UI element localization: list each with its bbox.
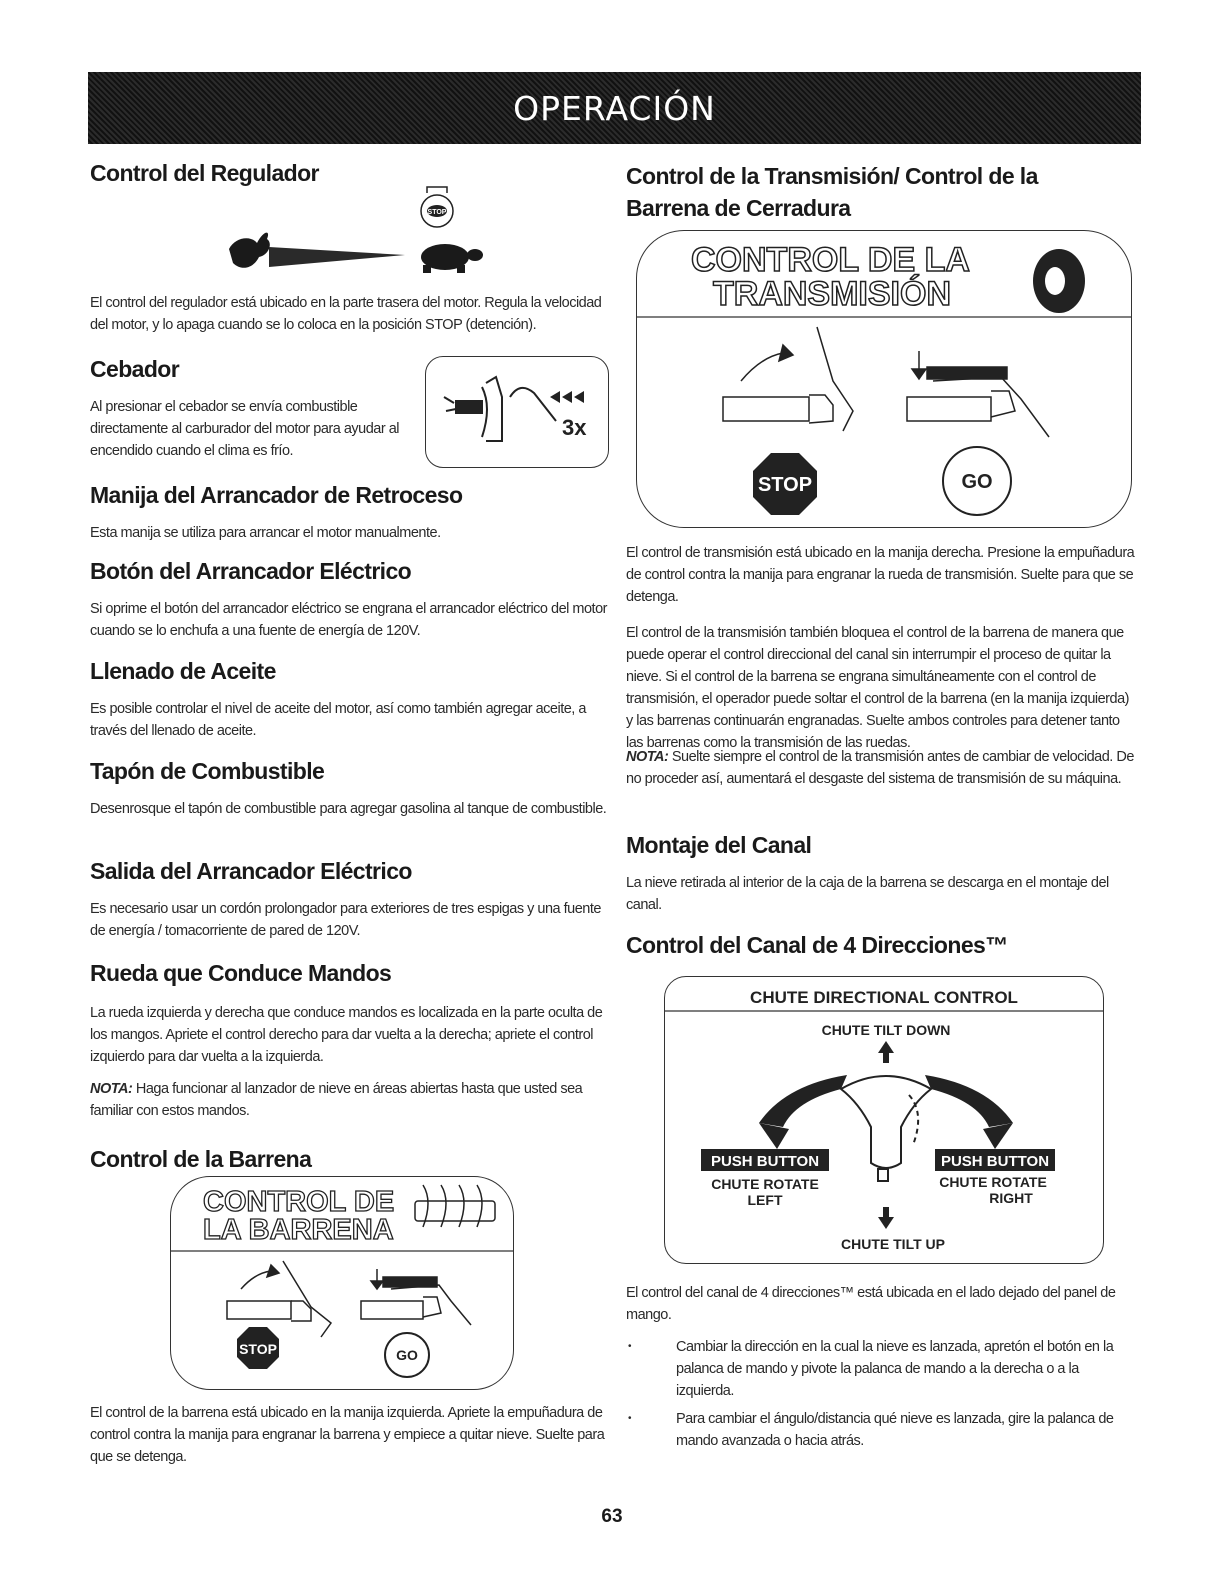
push-button-right <box>935 1149 1055 1171</box>
engage-handle-icon <box>723 327 853 431</box>
primer-diagram <box>425 356 609 468</box>
text-transmision-2: El control de la transmisión también bloquea el control de la barrena de manera que puede operar el control direccional del canal sin interrumpir el proceso de quitar la nieve. Si el control de la barrena se engrana simultáneamente con el control de transmisión, el operador puede soltar el control de la barrena (en la manija izquierda) y las barrenas continuarán engranadas. Suelte ambos controles para detener tanto las barrenas como la transmisión de las ruedas. <box>626 625 1129 751</box>
auger-title-line2: LA BARRENA <box>203 1214 394 1246</box>
page-number: 63 <box>601 1506 623 1527</box>
note-label: NOTA: <box>626 749 669 765</box>
text-boton: Si oprime el botón del arrancador eléctrico se engrana el arrancador eléctrico del motor cuando se lo enchufa a una fuente de energía de 120V. <box>90 601 607 639</box>
stop-sign-icon <box>237 1327 279 1369</box>
heading-manija: Manija del Arrancador de Retroceso <box>90 482 463 508</box>
heading-salida: Salida del Arrancador Eléctrico <box>90 858 412 884</box>
drive-control-diagram <box>636 230 1132 528</box>
text-manija: Esta manija se utiliza para arrancar el motor manualmente. <box>90 525 441 541</box>
svg-text:GO: GO <box>961 471 993 493</box>
section-banner <box>88 72 1141 144</box>
release-handle-icon <box>907 351 1049 437</box>
speed-wedge <box>269 247 405 267</box>
rotate-left-label-1: CHUTE ROTATE <box>711 1176 819 1192</box>
note-transmision <box>626 746 1136 790</box>
release-handle-icon <box>361 1269 471 1325</box>
svg-text:STOP: STOP <box>757 474 813 496</box>
list-item: • Para cambiar el ángulo/distancia qué nieve es lanzada, gire la palanca de mando avanzada o hacia atrás. <box>626 1408 1136 1452</box>
svg-text:PUSH BUTTON: PUSH BUTTON <box>940 1153 1050 1170</box>
text-transmision-1: El control de transmisión está ubicado en la manija derecha. Presione la empuñadura de control contra la manija para engranar la rueda de transmisión. Suelte para que se detenga. <box>626 545 1135 605</box>
drive-title-line1: CONTROL DE LA <box>691 241 970 279</box>
drive-title-line2: TRANSMISIÓN <box>713 275 951 313</box>
heading-boton: Botón del Arrancador Eléctrico <box>90 558 412 584</box>
stop-sign-icon <box>753 453 817 515</box>
turtle-icon <box>421 244 483 273</box>
rotate-right-label-2: RIGHT <box>989 1190 1033 1206</box>
wheel-icon <box>1033 249 1085 313</box>
heading-canal4: Control del Canal de 4 Direcciones™ <box>626 932 1008 958</box>
primer-bulb-icon <box>444 377 556 441</box>
text-barrena: El control de la barrena está ubicado en la manija izquierda. Apriete la empuñadura de control contra la manija para engranar la barrena y empiece a quitar nieve. Suelte para que se detenga. <box>90 1405 605 1465</box>
heading-regulador: Control del Regulador <box>90 160 319 186</box>
arrow-down-icon <box>878 1207 894 1229</box>
note-rueda <box>90 1078 610 1122</box>
text-regulador: El control del regulador está ubicado en la parte trasera del motor. Regula la velocidad del motor, y lo apaga cuando se lo coloca en la posición STOP (detención). <box>90 295 602 333</box>
heading-barrena: Control de la Barrena <box>90 1146 312 1172</box>
heading-cebador: Cebador <box>90 356 180 382</box>
section-title: OPERACIÓN <box>513 88 716 128</box>
svg-text:STOP: STOP <box>427 209 447 216</box>
svg-text:STOP: STOP <box>239 1341 277 1357</box>
note-text: Suelte siempre el control de la transmisión antes de cambiar de velocidad. De no proceder así, aumentará el desgaste del sistema de transmisión de su máquina. <box>626 749 1134 787</box>
arrow-up-icon <box>878 1041 894 1063</box>
text-rueda: La rueda izquierda y derecha que conduce mandos es localizada en la parte oculta de los mangos. Apriete el control derecho para dar vuelta a la derecha; apriete el control izquierdo para dar vuelta a la izquierda. <box>90 1005 603 1065</box>
list-item: • Cambiar la dirección en la cual la nieve es lanzada, apretón el botón en la palanca de mando y pivote la palanca de mando a la derecha o a la izquierda. <box>626 1336 1136 1402</box>
auger-title-line1: CONTROL DE <box>203 1186 395 1218</box>
push-button-left <box>701 1149 829 1171</box>
auger-control-diagram <box>170 1176 514 1390</box>
heading-transmision: Control de la Transmisión/ Control de la Barrena de Cerradura <box>626 163 1038 221</box>
heading-aceite: Llenado de Aceite <box>90 658 276 684</box>
primer-count: 3x <box>562 415 587 440</box>
heading-rueda: Rueda que Conduce Mandos <box>90 960 392 986</box>
svg-text:GO: GO <box>396 1347 418 1363</box>
tilt-down-label: CHUTE TILT DOWN <box>821 1022 951 1038</box>
throttle-diagram <box>225 183 485 283</box>
note-label: NOTA: <box>90 1081 133 1097</box>
auger-icon <box>415 1185 495 1227</box>
text-canal4: El control del canal de 4 direcciones™ está ubicada en el lado dejado del panel de mango. <box>626 1285 1116 1323</box>
chute-diagram-title: CHUTE DIRECTIONAL CONTROL <box>750 988 1018 1007</box>
heading-tapon: Tapón de Combustible <box>90 758 325 784</box>
go-icon <box>943 447 1011 515</box>
text-salida: Es necesario usar un cordón prolongador para exteriores de tres espigas y una fuente de energía / tomacorriente de pared de 120V. <box>90 901 601 939</box>
rabbit-icon <box>229 233 270 268</box>
engage-handle-icon <box>227 1261 331 1337</box>
text-montaje: La nieve retirada al interior de la caja de la barrena se descarga en el montaje del canal. <box>626 875 1109 913</box>
rotate-left-label-2: LEFT <box>747 1192 783 1208</box>
tilt-up-label: CHUTE TILT UP <box>841 1236 945 1252</box>
svg-text:PUSH BUTTON: PUSH BUTTON <box>710 1153 820 1170</box>
go-icon <box>385 1333 429 1377</box>
triple-arrow-icon <box>550 391 584 403</box>
joystick-icon <box>841 1076 931 1181</box>
text-aceite: Es posible controlar el nivel de aceite del motor, así como también agregar aceite, a través del llenado de aceite. <box>90 701 586 739</box>
note-text: Haga funcionar al lanzador de nieve en áreas abiertas hasta que usted sea familiar con estos mandos. <box>90 1081 583 1119</box>
rotate-right-label-1: CHUTE ROTATE <box>939 1174 1047 1190</box>
text-tapon: Desenrosque el tapón de combustible para agregar gasolina al tanque de combustible. <box>90 801 607 817</box>
heading-montaje: Montaje del Canal <box>626 832 812 858</box>
text-cebador: Al presionar el cebador se envía combustible directamente al carburador del motor para ayudar al encendido cuando el clima es frío. <box>90 399 399 459</box>
bullet-list <box>626 1336 1136 1458</box>
chute-control-diagram <box>664 976 1104 1264</box>
stop-icon <box>421 187 453 227</box>
